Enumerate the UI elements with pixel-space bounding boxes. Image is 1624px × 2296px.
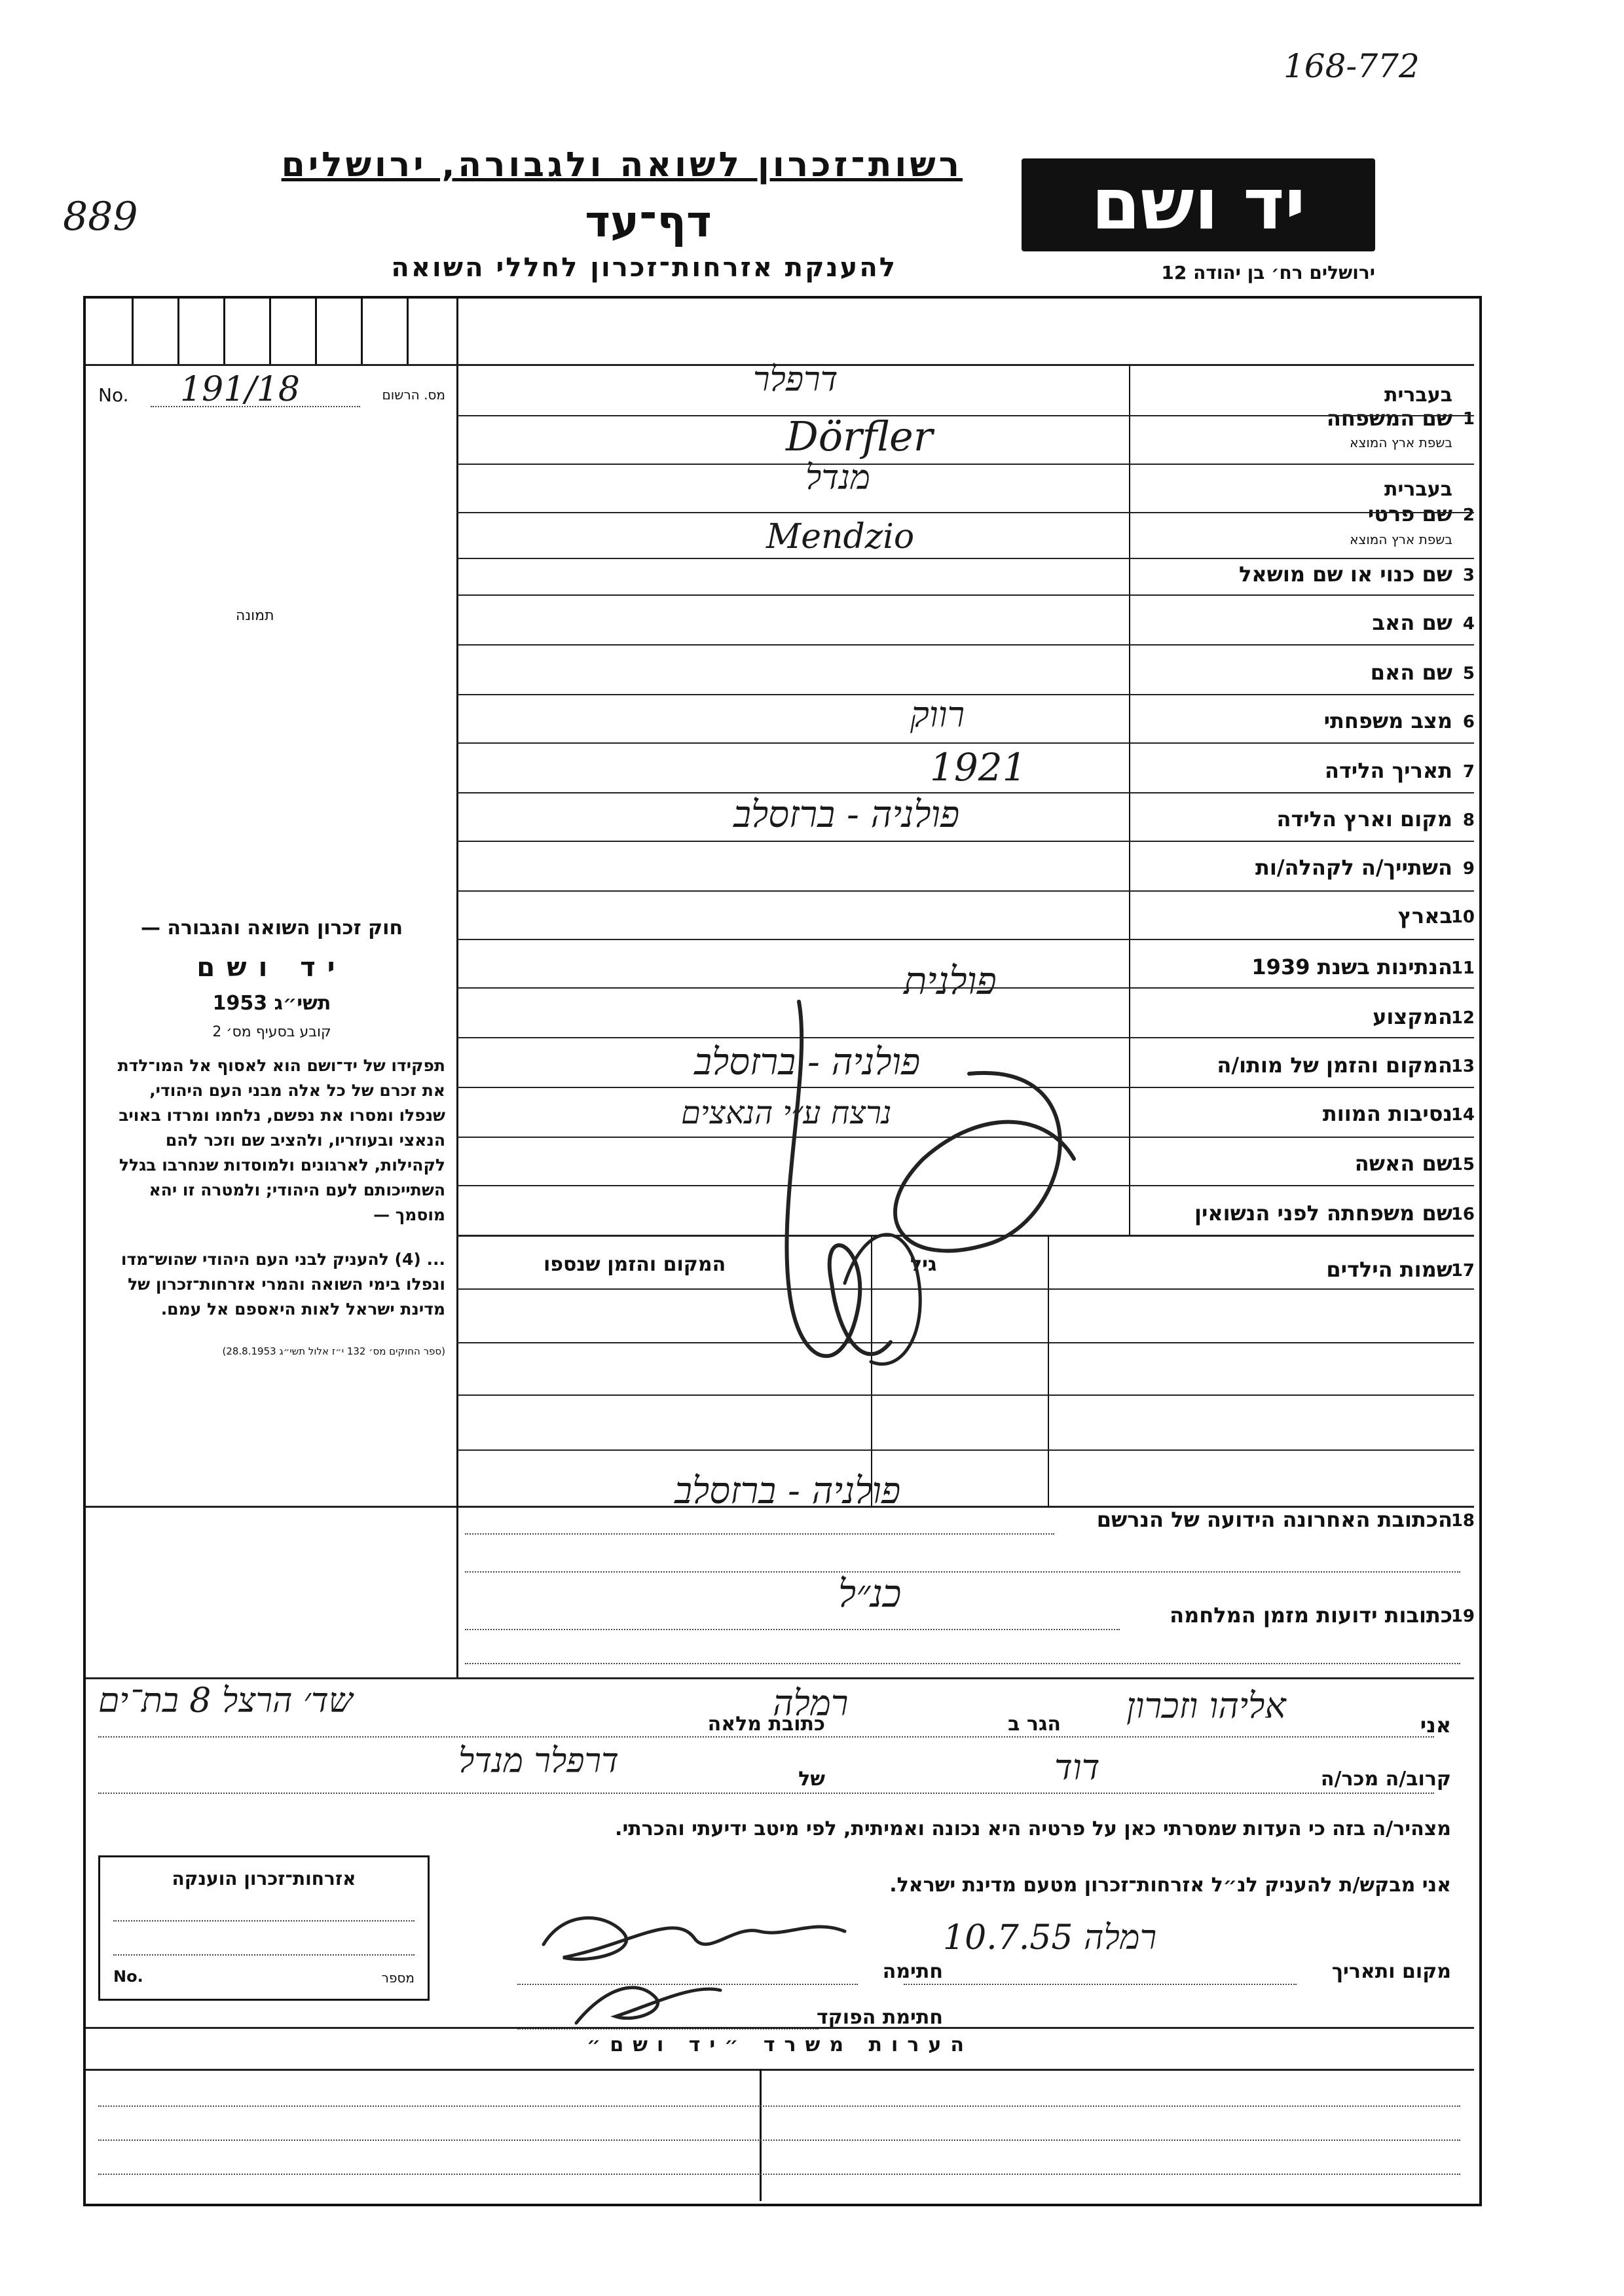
field-18-label: הכתובת האחרונה הידועה של הנרשם bbox=[1096, 1507, 1452, 1532]
field-4-num: 4 bbox=[1462, 614, 1475, 634]
field-3-label: שם כנוי או שם מושאל bbox=[1238, 562, 1452, 587]
field-2-sub-native: בשפת ארץ המוצא bbox=[1350, 532, 1452, 547]
declarant-signature bbox=[524, 1886, 864, 2036]
field-5-num: 5 bbox=[1462, 664, 1475, 683]
form-title: דף־עד bbox=[585, 196, 712, 247]
declarant-of-name[interactable]: דרפלר מנדל bbox=[458, 1741, 619, 1781]
declarant-of-label: של bbox=[798, 1768, 825, 1791]
field-2-label: שם פרטי bbox=[1367, 501, 1452, 526]
law-citation: (ספר החוקים מס׳ 132 י״ז אלול תשי״ג 28.8.1953) bbox=[222, 1345, 445, 1357]
field-7-num: 7 bbox=[1462, 762, 1475, 782]
field-15-num: 15 bbox=[1450, 1155, 1475, 1175]
signature-label: חתימה bbox=[882, 1960, 943, 1983]
declarant-relation[interactable]: דוד bbox=[1054, 1747, 1100, 1788]
remarks-title: הערות משרד ״יד ושם״ bbox=[587, 2033, 973, 2056]
declarant-city[interactable]: רמלה bbox=[773, 1683, 849, 1724]
field-9-num: 9 bbox=[1462, 859, 1475, 879]
field-11-value[interactable]: פולנית bbox=[904, 958, 997, 1003]
field-2-sub-hebrew: בעברית bbox=[1384, 478, 1452, 501]
field-13-num: 13 bbox=[1450, 1057, 1475, 1076]
field-8-label: מקום וארץ הלידה bbox=[1276, 807, 1452, 831]
field-13-label: המקום והזמן של מותו/ה bbox=[1217, 1053, 1452, 1078]
place-date[interactable]: רמלה 10.7.55 bbox=[943, 1918, 1157, 1958]
field-1-num: 1 bbox=[1462, 409, 1475, 429]
declarant-full-address-label: כתובת מלאה bbox=[707, 1713, 825, 1736]
law-paragraph-1: תפקידו של יד־ושם הוא לאסוף אל המו־לדת את זכרם של כל אלה מבני העם היהודי, שנפלו ומסרו את נפשם, נלחמו ומרדו באויב הנאצי ובעוזריו, ולהציב שם וזכר להם לקהילות, לארגונים ולמוסדות שנחרבו בגלל השתייכותם לעם היהודי; ולמטרה זו יהא מוסמך — bbox=[117, 1056, 445, 1224]
law-paragraph-2: ... (4) להעניק לבני העם היהודי שהוש־מדו ונפלו בימי השואה והמרי אזרחות־זכרון של מדינת ישראל לאות היאספם אל עמם. bbox=[120, 1250, 445, 1319]
remarks-divider bbox=[760, 2069, 762, 2201]
yad-vashem-logo bbox=[1022, 158, 1375, 251]
declaration-text: מצהיר/ה בזה כי העדות שמסרתי כאן על פרטיה היא נכונה ואמיתית, לפי מיטב ידיעתי והכרתי. bbox=[615, 1817, 1451, 1840]
photo-label: תמונה bbox=[236, 608, 274, 624]
field-14-value[interactable]: נרצח ע״י הנאצים bbox=[681, 1095, 892, 1131]
field-19-label: כתובות ידועות מזמן המלחמה bbox=[1170, 1603, 1452, 1628]
law-year: תשי״ג 1953 bbox=[212, 992, 331, 1015]
field-6-num: 6 bbox=[1462, 712, 1475, 732]
field-15-label: שם האשה bbox=[1354, 1151, 1452, 1176]
field-7-value[interactable]: 1921 bbox=[930, 745, 1027, 790]
citizenship-title: אזרחות־זכרון הוענקה bbox=[172, 1868, 356, 1889]
file-number: 889 bbox=[63, 194, 138, 240]
field-13-value[interactable]: פולניה - ברזסלב bbox=[694, 1041, 921, 1084]
field-8-value[interactable]: פולניה - ברזסלב bbox=[733, 793, 960, 836]
children-num: 17 bbox=[1450, 1261, 1475, 1281]
field-10-num: 10 bbox=[1450, 907, 1475, 927]
declarant-relative-label: קרוב/ה מכר/ה bbox=[1320, 1768, 1451, 1791]
field-14-label: נסיבות המוות bbox=[1322, 1101, 1452, 1126]
field-18-num: 18 bbox=[1450, 1511, 1475, 1531]
column-divider-left bbox=[456, 299, 458, 1507]
citizenship-number-label: מספר bbox=[381, 1970, 415, 1986]
witness-signature-scribble bbox=[707, 943, 1139, 1414]
law-name: יד ושם bbox=[196, 953, 347, 983]
officer-label: חתימת הפוקד bbox=[817, 2006, 943, 2029]
citizenship-no-prefix: No. bbox=[113, 1967, 143, 1986]
field-16-num: 16 bbox=[1450, 1205, 1475, 1224]
law-box bbox=[98, 917, 445, 1357]
field-1-value-native[interactable]: Dörfler bbox=[786, 412, 933, 460]
place-date-label: מקום ותאריך bbox=[1331, 1960, 1451, 1983]
law-clause: קובע בסעיף מס׳ 2 bbox=[212, 1024, 331, 1040]
field-12-label: המקצוע bbox=[1373, 1004, 1452, 1029]
field-14-num: 14 bbox=[1450, 1105, 1475, 1125]
top-strip bbox=[86, 299, 456, 364]
request-text: אני מבקש/ת להעניק לנ״ל אזרחות־זכרון מטעם מדינת ישראל. bbox=[889, 1874, 1451, 1897]
field-11-num: 11 bbox=[1450, 958, 1475, 978]
field-2-value-native[interactable]: Mendzio bbox=[766, 517, 915, 556]
field-9-label: השתייך/ה לקהלה/ות bbox=[1255, 855, 1452, 880]
field-12-num: 12 bbox=[1450, 1008, 1475, 1028]
children-col-age: גיל bbox=[910, 1253, 937, 1276]
form-subtitle: להענקת אזרחות־זכרון לחללי השואה bbox=[391, 253, 897, 283]
children-label: שמות הילדים bbox=[1326, 1257, 1452, 1282]
field-6-value[interactable]: רווק bbox=[910, 694, 965, 735]
declarant-resides-label: הגר ב bbox=[1008, 1713, 1061, 1736]
field-16-label: שם משפחתה לפני הנשואין bbox=[1194, 1201, 1452, 1226]
registration-label: מס. הרשום bbox=[382, 387, 445, 403]
field-6-label: מצב משפחתי bbox=[1323, 708, 1452, 733]
children-col-place: המקום והזמן שנספו bbox=[544, 1253, 726, 1276]
registration-number: 191/18 bbox=[180, 370, 300, 409]
field-7-label: תאריך הלידה bbox=[1324, 758, 1452, 783]
field-5-label: שם האם bbox=[1370, 660, 1452, 685]
citizenship-box bbox=[98, 1855, 430, 2001]
field-1-label: שם המשפחה bbox=[1326, 406, 1452, 431]
field-3-num: 3 bbox=[1462, 566, 1475, 585]
authority-line: רשות־זכרון לשואה ולגבורה, ירושלים bbox=[281, 145, 963, 185]
field-2-value-hebrew[interactable]: מנדל bbox=[805, 458, 870, 498]
field-4-label: שם האב bbox=[1372, 610, 1452, 635]
law-title: חוק זכרון השואה והגבורה — bbox=[140, 917, 403, 939]
declarant-i-label: אני bbox=[1420, 1713, 1451, 1738]
field-19-value[interactable]: כנ״ל bbox=[838, 1571, 902, 1616]
field-11-label: הנתינות בשנת 1939 bbox=[1251, 955, 1452, 979]
logo-text: יד ושם bbox=[1091, 164, 1306, 246]
field-18-value[interactable]: פולניה - ברזסלב bbox=[674, 1470, 901, 1512]
archive-number: 168-772 bbox=[1283, 47, 1420, 85]
field-2-num: 2 bbox=[1462, 505, 1475, 525]
registration-no-prefix: No. bbox=[98, 384, 129, 406]
field-1-sub-native: בשפת ארץ המוצא bbox=[1350, 435, 1452, 450]
declarant-name[interactable]: אליהו וזכרון bbox=[1126, 1685, 1286, 1726]
address: ירושלים רח׳ בן יהודה 12 bbox=[1161, 262, 1375, 283]
declarant-full-address[interactable]: שד׳ הרצל 8 בת־ים bbox=[98, 1681, 353, 1721]
field-8-num: 8 bbox=[1462, 811, 1475, 830]
field-1-sub-hebrew: בעברית bbox=[1384, 384, 1452, 407]
field-10-label: בארץ bbox=[1397, 903, 1452, 928]
field-1-value-hebrew[interactable]: דרפלר bbox=[753, 360, 838, 399]
field-19-num: 19 bbox=[1450, 1607, 1475, 1626]
